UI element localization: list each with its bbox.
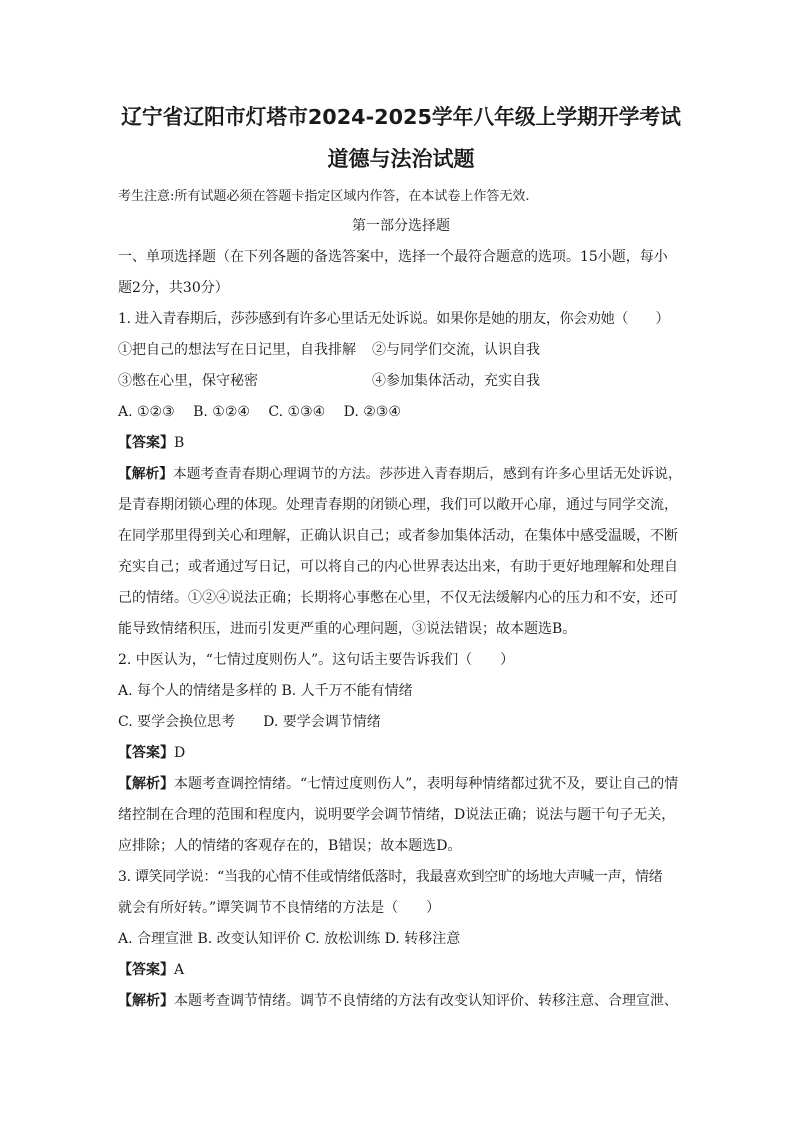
answer-options: C. 要学会换位思考 D. 要学会调节情绪 bbox=[118, 714, 381, 730]
question-item: ③憋在心里，保守秘密 bbox=[118, 373, 258, 389]
analysis-line: 绪控制在合理的范围和程度内，说明要学会调节情绪，D说法正确；说法与题干句子无关， bbox=[118, 807, 676, 823]
analysis-label: 【解析】 bbox=[118, 776, 174, 792]
answer-value: A bbox=[174, 962, 185, 978]
analysis-line bbox=[118, 459, 684, 490]
answer-value: B bbox=[174, 435, 185, 451]
question-2 bbox=[118, 645, 684, 862]
answer-label: 【答案】 bbox=[118, 435, 174, 451]
section-instruction-line: 一、单项选择题（在下列各题的备选答案中，选择一个最符合题意的选项。15小题，每小 bbox=[118, 249, 668, 265]
analysis-line: 能导致情绪积压，进而引发更严重的心理问题，③说法错误；故本题选B。 bbox=[118, 621, 577, 637]
answer-label: 【答案】 bbox=[118, 962, 174, 978]
answer-value: D bbox=[174, 745, 186, 761]
exam-title: 辽宁省辽阳市灯塔市2024-2025学年八年级上学期开学考试 bbox=[121, 105, 681, 129]
analysis-label: 【解析】 bbox=[118, 993, 174, 1009]
analysis-text: 本题考查调控情绪。“七情过度则伤人”，表明每种情绪都过犹不及，要让自己的情 bbox=[174, 776, 679, 792]
question-stem: 2. 中医认为，“七情过度则伤人”。这句话主要告诉我们（ ） bbox=[118, 652, 515, 668]
analysis-line: 在同学那里得到关心和理解，正确认识自己；或者参加集体活动，在集体中感受温暖，不断 bbox=[118, 528, 678, 544]
exam-page bbox=[118, 96, 684, 1017]
part-heading: 第一部分选择题 bbox=[352, 218, 450, 234]
answer-options: A. ①②③ B. ①②④ C. ①③④ D. ②③④ bbox=[118, 404, 401, 420]
analysis-line: 应排除；人的情绪的客观存在的，B错误；故本题选D。 bbox=[118, 838, 462, 854]
question-stem: 3. 谭笑同学说：“当我的心情不佳或情绪低落时，我最喜欢到空旷的场地大声喊一声，情绪 bbox=[118, 869, 663, 885]
analysis-label: 【解析】 bbox=[118, 466, 174, 482]
answer-row bbox=[118, 428, 684, 459]
analysis-line: 充实自己；或者通过写日记，可以将自己的内心世界表达出来，有助于更好地理解和处理自 bbox=[118, 559, 678, 575]
analysis-line: 是青春期闭锁心理的体现。处理青春期的闭锁心理，我们可以敞开心扉，通过与同学交流， bbox=[118, 497, 678, 513]
question-items-row bbox=[118, 366, 684, 397]
question-item: ①把自己的想法写在日记里，自我排解 bbox=[118, 342, 356, 358]
analysis-text: 本题考查青春期心理调节的方法。莎莎进入青春期后，感到有许多心里话无处诉说， bbox=[173, 466, 682, 482]
question-stem: 1. 进入青春期后，莎莎感到有许多心里话无处诉说。如果你是她的朋友，你会劝她（ ） bbox=[118, 311, 670, 327]
question-stem: 就会有所好转。”谭笑调节不良情绪的方法是（ ） bbox=[118, 900, 441, 916]
analysis-line: 己的情绪。①②④说法正确；长期将心事憋在心里，不仅无法缓解内心的压力和不安，还可 bbox=[118, 590, 678, 606]
answer-options: A. 合理宣泄 B. 改变认知评价 C. 放松训练 D. 转移注意 bbox=[118, 931, 461, 947]
answer-options: A. 每个人的情绪是多样的 B. 人千万不能有情绪 bbox=[118, 683, 413, 699]
candidate-notice: 考生注意:所有试题必须在答题卡指定区域内作答，在本试卷上作答无效. bbox=[118, 189, 530, 204]
exam-subtitle: 道德与法治试题 bbox=[327, 147, 475, 171]
question-item: ②与同学们交流，认识自我 bbox=[372, 342, 540, 358]
question-items-row bbox=[118, 335, 684, 366]
answer-label: 【答案】 bbox=[118, 745, 174, 761]
answer-row bbox=[118, 738, 684, 769]
analysis-text: 本题考查调节情绪。调节不良情绪的方法有改变认知评价、转移注意、合理宣泄、 bbox=[174, 993, 678, 1009]
question-item: ④参加集体活动，充实自我 bbox=[372, 373, 540, 389]
section-instruction-line: 题2分，共30分） bbox=[118, 280, 229, 296]
analysis-line bbox=[118, 769, 684, 800]
question-3 bbox=[118, 862, 684, 1017]
analysis-line bbox=[118, 986, 684, 1017]
answer-row bbox=[118, 955, 684, 986]
question-1 bbox=[118, 304, 684, 645]
